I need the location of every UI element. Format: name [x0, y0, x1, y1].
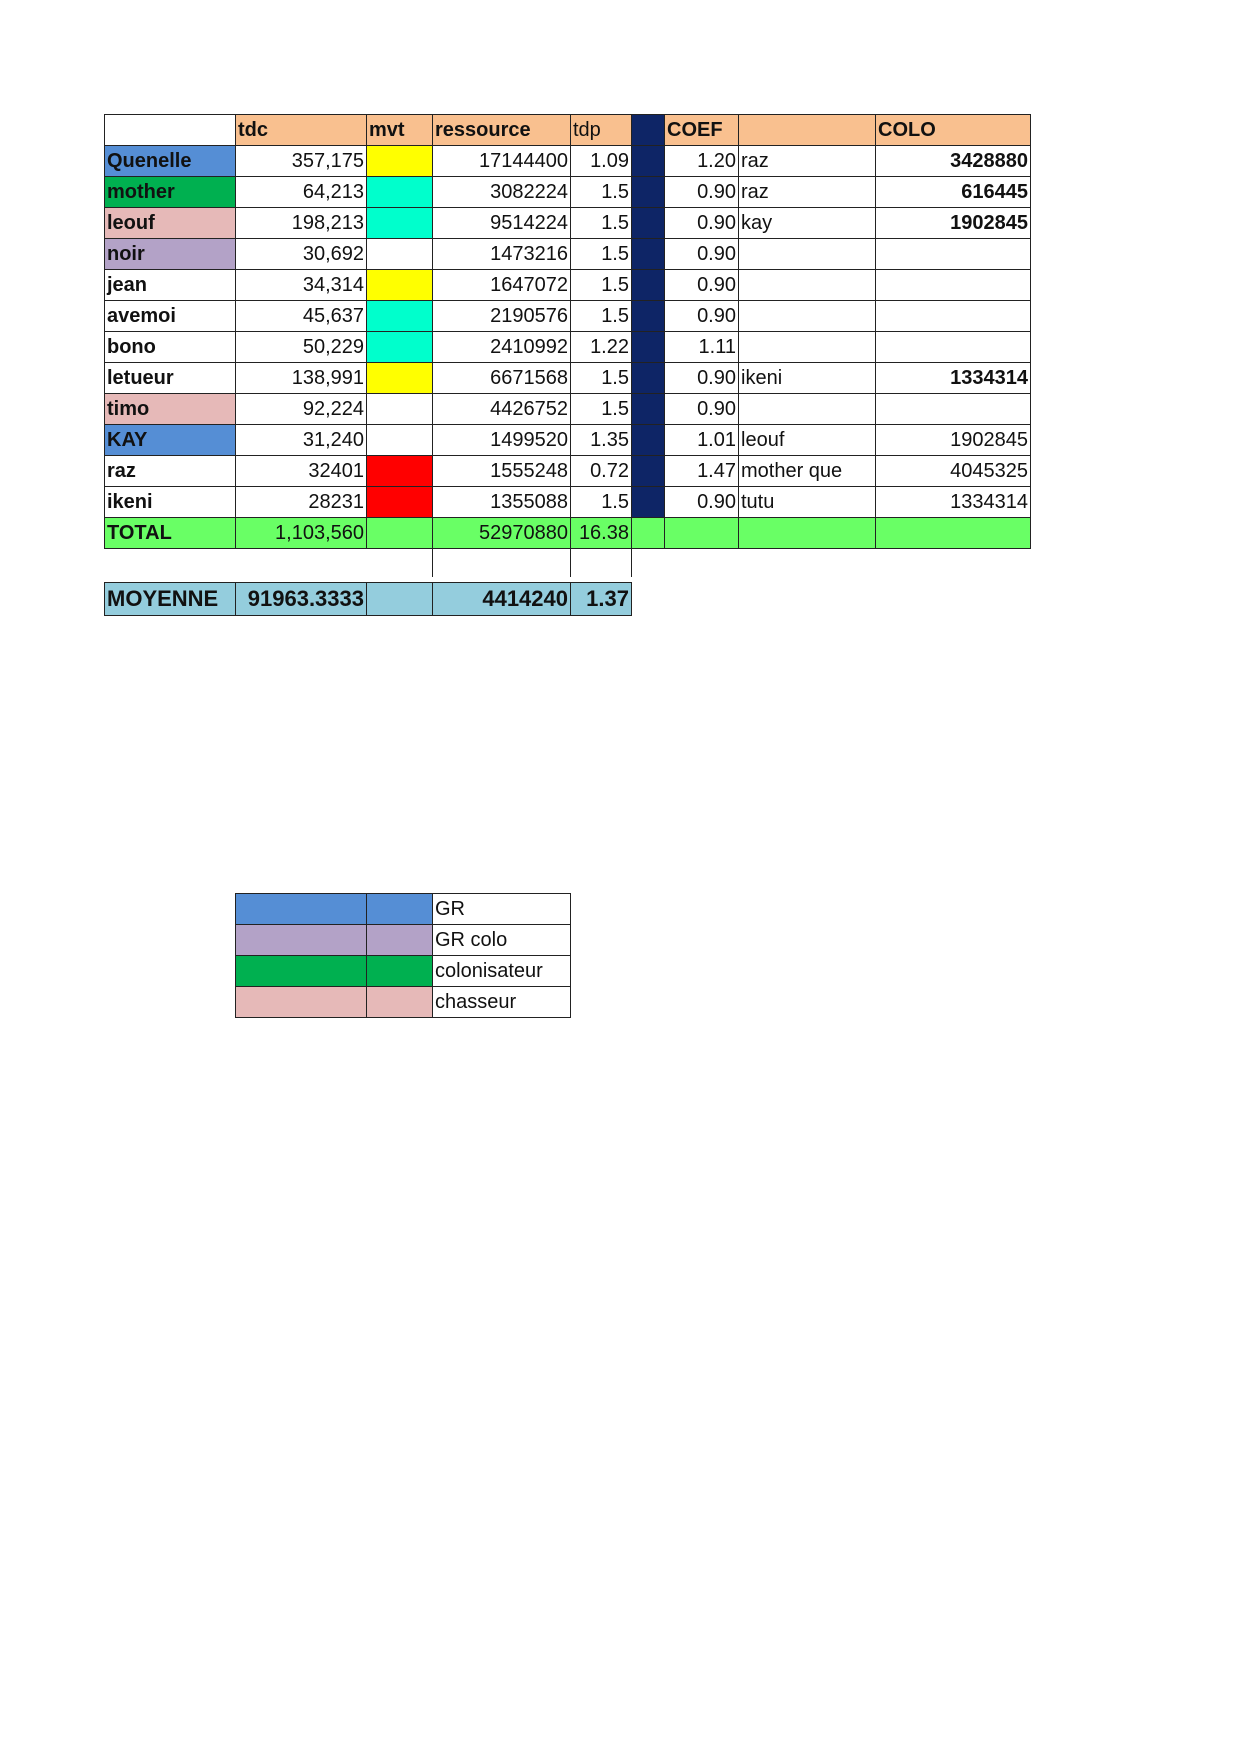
- row-tdc: 32401: [236, 456, 367, 487]
- header-blank: [105, 115, 236, 146]
- table-row: [105, 332, 1031, 363]
- row-separator: [632, 332, 665, 363]
- row-tdp: 1.5: [571, 208, 632, 239]
- row-colo-name: ikeni: [739, 363, 876, 394]
- header-colo-name: [739, 115, 876, 146]
- row-name: bono: [105, 332, 236, 363]
- total-colo-name: [739, 518, 876, 549]
- table-row: [105, 394, 1031, 425]
- total-colo: [876, 518, 1031, 549]
- row-colo: [876, 239, 1031, 270]
- total-ressource: 52970880: [433, 518, 571, 549]
- row-colo-name: [739, 270, 876, 301]
- average-table: [104, 582, 632, 616]
- row-tdp: 1.5: [571, 487, 632, 518]
- row-tdc: 64,213: [236, 177, 367, 208]
- row-mvt: [367, 177, 433, 208]
- table-row: [105, 456, 1031, 487]
- average-tdc: 91963.3333: [236, 583, 367, 616]
- row-tdp: 1.35: [571, 425, 632, 456]
- row-tdc: 50,229: [236, 332, 367, 363]
- legend-row: [236, 925, 571, 956]
- total-tdp: 16.38: [571, 518, 632, 549]
- row-ressource: 6671568: [433, 363, 571, 394]
- row-colo: 1334314: [876, 487, 1031, 518]
- row-ressource: 9514224: [433, 208, 571, 239]
- row-colo-name: [739, 394, 876, 425]
- row-mvt: [367, 456, 433, 487]
- row-tdc: 198,213: [236, 208, 367, 239]
- row-tdp: 1.09: [571, 146, 632, 177]
- row-ressource: 1473216: [433, 239, 571, 270]
- legend-label: GR colo: [433, 925, 571, 956]
- row-mvt: [367, 208, 433, 239]
- header-ressource: ressource: [433, 115, 571, 146]
- legend-label: GR: [433, 894, 571, 925]
- average-mvt: [367, 583, 433, 616]
- row-name: Quenelle: [105, 146, 236, 177]
- row-separator: [632, 177, 665, 208]
- header-row: [105, 115, 1031, 146]
- row-colo-name: [739, 301, 876, 332]
- average-row: [105, 583, 632, 616]
- row-colo-name: raz: [739, 177, 876, 208]
- row-tdc: 92,224: [236, 394, 367, 425]
- row-name: noir: [105, 239, 236, 270]
- row-colo-name: [739, 239, 876, 270]
- spacer-cell: [876, 549, 1031, 578]
- row-tdp: 1.5: [571, 394, 632, 425]
- row-colo-name: raz: [739, 146, 876, 177]
- row-colo-name: tutu: [739, 487, 876, 518]
- total-tdc: 1,103,560: [236, 518, 367, 549]
- row-ressource: 1355088: [433, 487, 571, 518]
- row-tdp: 1.22: [571, 332, 632, 363]
- table-row: [105, 270, 1031, 301]
- row-coef: 0.90: [665, 177, 739, 208]
- total-separator: [632, 518, 665, 549]
- table-row: [105, 177, 1031, 208]
- row-mvt: [367, 146, 433, 177]
- row-name: KAY: [105, 425, 236, 456]
- row-name: letueur: [105, 363, 236, 394]
- row-colo: 1902845: [876, 208, 1031, 239]
- row-name: leouf: [105, 208, 236, 239]
- legend-swatch: [236, 987, 367, 1018]
- table-row: [105, 487, 1031, 518]
- row-colo: 3428880: [876, 146, 1031, 177]
- row-colo: [876, 332, 1031, 363]
- row-separator: [632, 270, 665, 301]
- total-row: [105, 518, 1031, 549]
- row-tdc: 34,314: [236, 270, 367, 301]
- row-coef: 0.90: [665, 270, 739, 301]
- average-label: MOYENNE: [105, 583, 236, 616]
- row-name: timo: [105, 394, 236, 425]
- row-colo: 616445: [876, 177, 1031, 208]
- header-mvt: mvt: [367, 115, 433, 146]
- row-colo-name: mother que: [739, 456, 876, 487]
- row-separator: [632, 301, 665, 332]
- legend-row: [236, 894, 571, 925]
- legend-label: colonisateur: [433, 956, 571, 987]
- legend-row: [236, 987, 571, 1018]
- header-tdc: tdc: [236, 115, 367, 146]
- row-tdc: 357,175: [236, 146, 367, 177]
- row-ressource: 3082224: [433, 177, 571, 208]
- legend-label: chasseur: [433, 987, 571, 1018]
- spacer-cell: [632, 549, 665, 578]
- row-tdp: 0.72: [571, 456, 632, 487]
- row-tdc: 31,240: [236, 425, 367, 456]
- row-tdc: 138,991: [236, 363, 367, 394]
- row-ressource: 1555248: [433, 456, 571, 487]
- row-mvt: [367, 332, 433, 363]
- row-name: jean: [105, 270, 236, 301]
- table-row: [105, 208, 1031, 239]
- row-tdp: 1.5: [571, 270, 632, 301]
- row-tdc: 30,692: [236, 239, 367, 270]
- row-coef: 1.11: [665, 332, 739, 363]
- legend-swatch: [236, 894, 367, 925]
- row-coef: 0.90: [665, 301, 739, 332]
- row-tdc: 28231: [236, 487, 367, 518]
- legend-swatch: [367, 987, 433, 1018]
- row-coef: 1.01: [665, 425, 739, 456]
- row-coef: 0.90: [665, 208, 739, 239]
- row-colo: [876, 270, 1031, 301]
- table-row: [105, 301, 1031, 332]
- row-mvt: [367, 301, 433, 332]
- spacer-cell: [236, 549, 367, 578]
- legend-swatch: [367, 894, 433, 925]
- row-colo: 4045325: [876, 456, 1031, 487]
- row-tdp: 1.5: [571, 301, 632, 332]
- legend-row: [236, 956, 571, 987]
- total-label: TOTAL: [105, 518, 236, 549]
- row-ressource: 17144400: [433, 146, 571, 177]
- row-separator: [632, 487, 665, 518]
- spacer-cell: [367, 549, 433, 578]
- row-separator: [632, 456, 665, 487]
- row-ressource: 2410992: [433, 332, 571, 363]
- row-colo-name: kay: [739, 208, 876, 239]
- row-separator: [632, 208, 665, 239]
- spacer-row: [105, 549, 1031, 578]
- row-ressource: 4426752: [433, 394, 571, 425]
- main-table: [104, 114, 1031, 577]
- row-separator: [632, 394, 665, 425]
- spacer-cell: [433, 549, 571, 578]
- row-colo: [876, 301, 1031, 332]
- row-mvt: [367, 363, 433, 394]
- row-separator: [632, 363, 665, 394]
- row-mvt: [367, 239, 433, 270]
- row-mvt: [367, 394, 433, 425]
- row-coef: 0.90: [665, 487, 739, 518]
- header-tdp: tdp: [571, 115, 632, 146]
- row-name: raz: [105, 456, 236, 487]
- row-ressource: 1499520: [433, 425, 571, 456]
- row-tdp: 1.5: [571, 177, 632, 208]
- row-colo: 1334314: [876, 363, 1031, 394]
- row-tdp: 1.5: [571, 239, 632, 270]
- header-separator: [632, 115, 665, 146]
- spacer-cell: [665, 549, 739, 578]
- spacer-cell: [739, 549, 876, 578]
- average-tdp: 1.37: [571, 583, 632, 616]
- table-row: [105, 239, 1031, 270]
- spacer-cell: [571, 549, 632, 578]
- row-mvt: [367, 425, 433, 456]
- row-separator: [632, 239, 665, 270]
- row-mvt: [367, 487, 433, 518]
- header-colo: COLO: [876, 115, 1031, 146]
- legend-swatch: [236, 956, 367, 987]
- row-tdc: 45,637: [236, 301, 367, 332]
- average-ressource: 4414240: [433, 583, 571, 616]
- row-separator: [632, 425, 665, 456]
- row-colo: [876, 394, 1031, 425]
- row-ressource: 1647072: [433, 270, 571, 301]
- row-colo-name: [739, 332, 876, 363]
- row-ressource: 2190576: [433, 301, 571, 332]
- legend-table: [235, 893, 571, 1018]
- total-coef: [665, 518, 739, 549]
- row-name: mother: [105, 177, 236, 208]
- header-coef: COEF: [665, 115, 739, 146]
- row-name: ikeni: [105, 487, 236, 518]
- row-coef: 1.47: [665, 456, 739, 487]
- total-mvt: [367, 518, 433, 549]
- row-separator: [632, 146, 665, 177]
- row-colo: 1902845: [876, 425, 1031, 456]
- legend-swatch: [367, 956, 433, 987]
- row-coef: 0.90: [665, 363, 739, 394]
- row-name: avemoi: [105, 301, 236, 332]
- row-colo-name: leouf: [739, 425, 876, 456]
- table-row: [105, 146, 1031, 177]
- row-tdp: 1.5: [571, 363, 632, 394]
- spacer-cell: [105, 549, 236, 578]
- table-row: [105, 363, 1031, 394]
- row-coef: 1.20: [665, 146, 739, 177]
- row-mvt: [367, 270, 433, 301]
- row-coef: 0.90: [665, 239, 739, 270]
- row-coef: 0.90: [665, 394, 739, 425]
- table-row: [105, 425, 1031, 456]
- legend-swatch: [367, 925, 433, 956]
- legend-swatch: [236, 925, 367, 956]
